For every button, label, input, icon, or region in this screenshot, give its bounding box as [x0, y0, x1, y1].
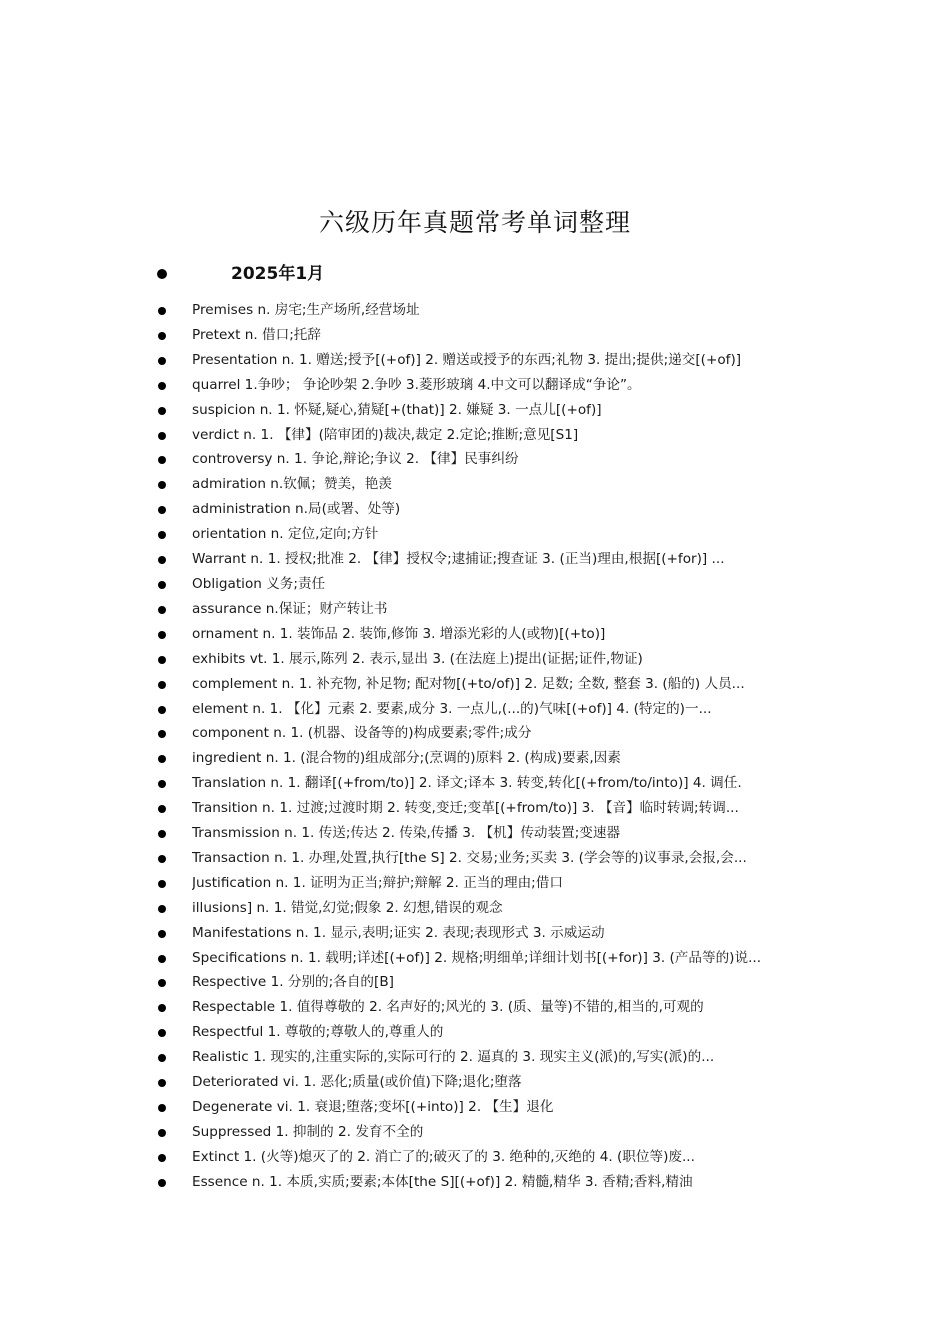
- vocab-entry: [0, 1120, 950, 1145]
- vocab-entry-text: Realistic 1. 现实的,注重实际的,实际可行的 2. 逼真的 3. 现实主义(派)的,写实(派)的...: [192, 1049, 715, 1066]
- vocab-entry: [0, 771, 950, 796]
- vocab-entry: [0, 796, 950, 821]
- vocab-entry-text: administration n.局(或署、处等): [192, 501, 401, 518]
- vocab-entry: [0, 1145, 950, 1170]
- vocab-entry-text: exhibits vt. 1. 展示,陈列 2. 表示,显出 3. (在法庭上)提出(证据;证件,物证): [192, 650, 643, 667]
- bullet-icon: [158, 681, 166, 689]
- vocab-entry-text: verdict n. 1. 【律】(陪审团的)裁决,裁定 2.定论;推断;意见[S1]: [192, 426, 579, 443]
- bullet-icon: [158, 357, 166, 365]
- vocab-entry: [0, 298, 950, 323]
- bullet-icon: [158, 730, 166, 738]
- vocab-entry: [0, 1020, 950, 1045]
- vocab-entry: [0, 647, 950, 672]
- vocab-entry-text: Transition n. 1. 过渡;过渡时期 2. 转变,变迁;变革[(+from/to)] 3. 【音】临时转调;转调...: [192, 800, 739, 817]
- vocab-entry: [0, 871, 950, 896]
- vocab-entry-text: assurance n.保证；财产转让书: [192, 600, 388, 617]
- bullet-icon: [158, 382, 166, 390]
- bullet-icon: [158, 556, 166, 564]
- vocab-entry-text: Transaction n. 1. 办理,处置,执行[the S] 2. 交易;业务;买卖 3. (学会等的)议事录,会报,会...: [192, 849, 747, 866]
- vocab-entry-text: element n. 1. 【化】元素 2. 要素,成分 3. 一点儿,(...的)气味[(+of)] 4. (特定的)一...: [192, 700, 712, 717]
- vocab-entry-text: Transmission n. 1. 传送;传达 2. 传染,传播 3. 【机】传动装置;变速器: [192, 825, 621, 842]
- bullet-icon: [158, 432, 166, 440]
- vocab-entry: [0, 846, 950, 871]
- vocab-entry-text: admiration n.钦佩；赞美，艳羡: [192, 476, 392, 493]
- vocab-entry-text: Presentation n. 1. 赠送;授予[(+of)] 2. 赠送或授予的东西;礼物 3. 提出;提供;递交[(+of)]: [192, 351, 742, 368]
- vocab-entry-text: quarrel 1.争吵； 争论吵架 2.争吵 3.菱形玻璃 4.中文可以翻译成“争论”。: [192, 376, 641, 393]
- vocab-entry: [0, 522, 950, 547]
- vocab-entry-text: Pretext n. 借口;托辞: [192, 326, 321, 343]
- bullet-icon: [158, 307, 166, 315]
- bullet-icon: [158, 332, 166, 340]
- vocab-entry-text: Respectable 1. 值得尊敬的 2. 名声好的;风光的 3. (质、量等)不错的,相当的,可观的: [192, 999, 704, 1016]
- vocab-entry: [0, 423, 950, 448]
- vocab-entry-text: Extinct 1. (火等)熄灭了的 2. 消亡了的;破灭了的 3. 绝种的,灭绝的 4. (职位等)废...: [192, 1148, 695, 1165]
- bullet-icon: [158, 930, 166, 938]
- vocabulary-list: [0, 298, 950, 1195]
- bullet-icon: [158, 656, 166, 664]
- bullet-icon: [157, 269, 167, 279]
- vocab-entry-text: complement n. 1. 补充物, 补足物; 配对物[(+to/of)] 2. 足数; 全数, 整套 3. (船的) 人员...: [192, 675, 745, 692]
- bullet-icon: [158, 979, 166, 987]
- vocab-entry: [0, 622, 950, 647]
- vocab-entry: [0, 447, 950, 472]
- bullet-icon: [158, 481, 166, 489]
- vocab-entry-text: illusions] n. 1. 错觉,幻觉;假象 2. 幻想,错误的观念: [192, 899, 503, 916]
- vocab-entry-text: ingredient n. 1. (混合物的)组成部分;(烹调的)原料 2. (构成)要素,因素: [192, 750, 621, 767]
- vocab-entry: [0, 821, 950, 846]
- bullet-icon: [158, 1129, 166, 1137]
- vocab-entry-text: Deteriorated vi. 1. 恶化;质量(或价值)下降;退化;堕落: [192, 1074, 522, 1091]
- bullet-icon: [158, 506, 166, 514]
- vocab-entry: [0, 497, 950, 522]
- vocab-entry-text: orientation n. 定位,定向;方针: [192, 526, 379, 543]
- bullet-icon: [158, 1054, 166, 1062]
- vocab-entry: [0, 697, 950, 722]
- vocab-entry: [0, 597, 950, 622]
- vocab-entry-text: Premises n. 房宅;生产场所,经营场址: [192, 302, 420, 318]
- bullet-icon: [158, 855, 166, 863]
- bullet-icon: [158, 830, 166, 838]
- vocab-entry-text: Specifications n. 1. 载明;详述[(+of)] 2. 规格;明细单;详细计划书[(+for)] 3. (产品等的)说...: [192, 949, 762, 966]
- vocab-entry: [0, 746, 950, 771]
- section-heading-text: 2025年1月: [231, 264, 325, 284]
- vocab-entry: [0, 1070, 950, 1095]
- document-title: 六级历年真题常考单词整理: [318, 208, 631, 237]
- vocab-entry: [0, 721, 950, 746]
- bullet-icon: [158, 581, 166, 589]
- bullet-icon: [158, 755, 166, 763]
- vocab-entry: [0, 348, 950, 373]
- bullet-icon: [158, 1029, 166, 1037]
- section-heading: [0, 261, 950, 287]
- bullet-icon: [158, 631, 166, 639]
- vocab-entry-text: Suppressed 1. 抑制的 2. 发育不全的: [192, 1123, 424, 1140]
- bullet-icon: [158, 805, 166, 813]
- bullet-icon: [158, 1079, 166, 1087]
- bullet-icon: [158, 407, 166, 415]
- bullet-icon: [158, 955, 166, 963]
- vocab-entry-text: Respective 1. 分别的;各自的[B]: [192, 974, 394, 991]
- vocab-entry: [0, 672, 950, 697]
- vocab-entry-text: Respectful 1. 尊敬的;尊敬人的,尊重人的: [192, 1024, 444, 1041]
- bullet-icon: [158, 456, 166, 464]
- vocab-entry: [0, 921, 950, 946]
- bullet-icon: [158, 1179, 166, 1187]
- bullet-icon: [158, 1154, 166, 1162]
- vocab-entry: [0, 896, 950, 921]
- vocab-entry: [0, 547, 950, 572]
- vocab-entry-text: Manifestations n. 1. 显示,表明;证实 2. 表现;表现形式 3. 示威运动: [192, 924, 605, 941]
- bullet-icon: [158, 780, 166, 788]
- vocab-entry: [0, 398, 950, 423]
- vocab-entry-text: Justification n. 1. 证明为正当;辩护;辩解 2. 正当的理由;借口: [192, 874, 563, 891]
- vocab-entry: [0, 373, 950, 398]
- vocab-entry: [0, 323, 950, 348]
- vocab-entry-text: component n. 1. (机器、设备等的)构成要素;零件;成分: [192, 725, 532, 742]
- vocab-entry-text: Translation n. 1. 翻译[(+from/to)] 2. 译文;译本 3. 转变,转化[(+from/to/into)] 4. 调任.: [192, 775, 742, 792]
- bullet-icon: [158, 706, 166, 714]
- vocab-entry: [0, 995, 950, 1020]
- bullet-icon: [158, 531, 166, 539]
- bullet-icon: [158, 606, 166, 614]
- vocab-entry: [0, 572, 950, 597]
- vocab-entry: [0, 1170, 950, 1195]
- vocab-entry: [0, 1045, 950, 1070]
- vocab-entry: [0, 472, 950, 497]
- bullet-icon: [158, 905, 166, 913]
- bullet-icon: [158, 1104, 166, 1112]
- bullet-icon: [158, 1004, 166, 1012]
- vocab-entry-text: Warrant n. 1. 授权;批准 2. 【律】授权令;逮捕证;搜查证 3. (正当)理由,根据[(+for)] ...: [192, 551, 725, 568]
- vocab-entry-text: Degenerate vi. 1. 衰退;堕落;变坏[(+into)] 2. 【生】退化: [192, 1099, 554, 1115]
- vocab-entry: [0, 946, 950, 971]
- vocab-entry-text: suspicion n. 1. 怀疑,疑心,猜疑[+(that)] 2. 嫌疑 3. 一点儿[(+of)]: [192, 401, 602, 418]
- vocab-entry: [0, 1095, 950, 1120]
- vocab-entry-text: Essence n. 1. 本质,实质;要素;本体[the S][(+of)] 2. 精髓,精华 3. 香精;香料,精油: [192, 1173, 693, 1190]
- bullet-icon: [158, 880, 166, 888]
- vocab-entry: [0, 970, 950, 995]
- vocab-entry-text: ornament n. 1. 装饰品 2. 装饰,修饰 3. 增添光彩的人(或物)[(+to)]: [192, 625, 606, 642]
- vocab-entry-text: controversy n. 1. 争论,辩论;争议 2. 【律】民事纠纷: [192, 451, 519, 468]
- vocab-entry-text: Obligation 义务;责任: [192, 575, 326, 592]
